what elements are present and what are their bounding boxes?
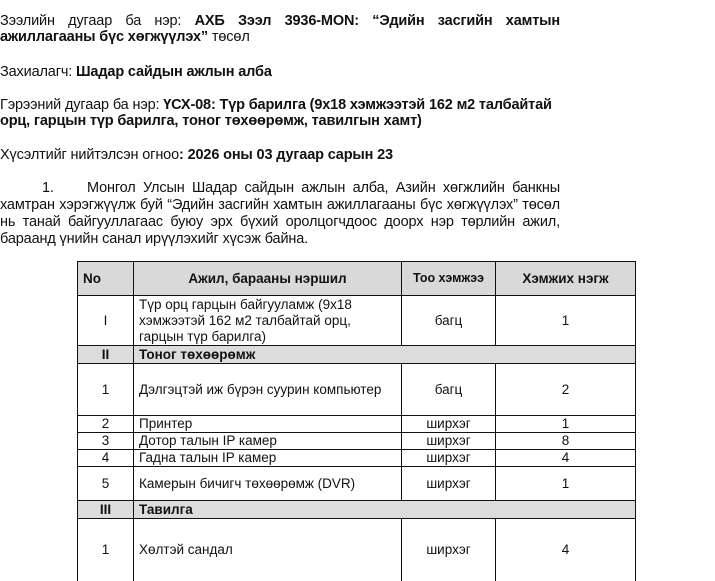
paragraph-text: Монгол Улсын Шадар сайдын ажлын алба, Азийн хөгжлийн банкны хамтран хэрэгжүүлж буй “Эдийн засгийн хамтын ажиллагааны бүс хөгжүүлэх” төсөл нь танай байгууллагаас буюу эрх бүхий оролцогчдоос доорх нэр төрлийн ажил, бараанд үнийн санал ирүүлэхийг хүсэж байна. bbox=[0, 180, 560, 247]
cell-unit: 1 bbox=[496, 467, 636, 501]
cell-no: 1 bbox=[78, 519, 134, 581]
loan-value-tail: төсөл bbox=[208, 29, 250, 45]
cell-name: Гадна талын IP камер bbox=[134, 450, 402, 467]
cell-name: Хөлтэй сандал bbox=[134, 519, 402, 581]
cell-unit: 4 bbox=[496, 519, 636, 581]
cell-quantity: багц bbox=[402, 296, 496, 346]
table-row bbox=[78, 467, 636, 501]
section-title: Тоног төхөөрөмж bbox=[134, 346, 636, 364]
date-value: : 2026 оны 03 дугаар сарын 23 bbox=[179, 147, 393, 163]
table-row bbox=[78, 416, 636, 433]
date-info bbox=[0, 147, 560, 163]
cell-name: Түр орц гарцын байгууламж (9х18 хэмжээтэй 162 м2 талбайтай орц, гарцын түр барилга) bbox=[134, 296, 402, 346]
cell-unit: 4 bbox=[496, 450, 636, 467]
col-header-name: Ажил, барааны нэршил bbox=[134, 262, 402, 296]
col-header-unit: Хэмжих нэгж bbox=[496, 262, 636, 296]
section-title: Тавилга bbox=[134, 501, 636, 519]
cell-name: Камерын бичигч төхөөрөмж (DVR) bbox=[134, 467, 402, 501]
cell-no: 5 bbox=[78, 467, 134, 501]
cell-no: I bbox=[78, 296, 134, 346]
cell-no: 4 bbox=[78, 450, 134, 467]
contract-label: Гэрээний дугаар ба нэр: bbox=[0, 97, 163, 113]
cell-no: 2 bbox=[78, 416, 134, 433]
items-table bbox=[77, 261, 636, 581]
section-row bbox=[78, 501, 636, 519]
cell-unit: 1 bbox=[496, 296, 636, 346]
cell-name: Дотор талын IP камер bbox=[134, 433, 402, 450]
table-header-row bbox=[78, 262, 636, 296]
cell-unit: 8 bbox=[496, 433, 636, 450]
cell-quantity: ширхэг bbox=[402, 433, 496, 450]
section-no: III bbox=[78, 501, 134, 519]
cell-unit: 2 bbox=[496, 364, 636, 416]
section-row bbox=[78, 346, 636, 364]
cell-no: 3 bbox=[78, 433, 134, 450]
request-paragraph bbox=[0, 180, 560, 248]
cell-no: 1 bbox=[78, 364, 134, 416]
table-row bbox=[78, 519, 636, 581]
cell-name: Принтер bbox=[134, 416, 402, 433]
cell-quantity: ширхэг bbox=[402, 416, 496, 433]
client-value: Шадар сайдын ажлын алба bbox=[76, 64, 272, 80]
client-label: Захиалагч: bbox=[0, 64, 76, 80]
date-label: Хүсэлтийг нийтэлсэн огноо bbox=[0, 147, 179, 163]
cell-quantity: ширхэг bbox=[402, 467, 496, 501]
contract-info bbox=[0, 97, 560, 129]
cell-quantity: ширхэг bbox=[402, 519, 496, 581]
cell-name: Дэлгэцтэй иж бүрэн суурин компьютер bbox=[134, 364, 402, 416]
table-row bbox=[78, 433, 636, 450]
table-row bbox=[78, 450, 636, 467]
cell-quantity: багц bbox=[402, 364, 496, 416]
table-row bbox=[78, 296, 636, 346]
client-info bbox=[0, 64, 560, 80]
table-row bbox=[78, 364, 636, 416]
cell-unit: 1 bbox=[496, 416, 636, 433]
paragraph-number: 1. bbox=[0, 180, 87, 197]
loan-info bbox=[0, 13, 560, 45]
loan-value: АХБ Зээл 3936-MON: “Эдийн засгийн хамтын bbox=[195, 13, 560, 29]
loan-value-continued: ажиллагааны бүс хөгжүүлэх” bbox=[0, 29, 208, 45]
contract-value: ҮСХ-08: Түр барилга (9х18 хэмжээтэй 162 м2 талбайтай орц, гарцын түр барилга, тоног төхөөрөмж, тавилгын хамт) bbox=[0, 97, 552, 129]
col-header-no: No bbox=[78, 262, 134, 296]
section-no: II bbox=[78, 346, 134, 364]
col-header-quantity: Тоо хэмжээ bbox=[402, 262, 496, 296]
loan-label: Зээлийн дугаар ба нэр: bbox=[0, 13, 195, 29]
cell-quantity: ширхэг bbox=[402, 450, 496, 467]
